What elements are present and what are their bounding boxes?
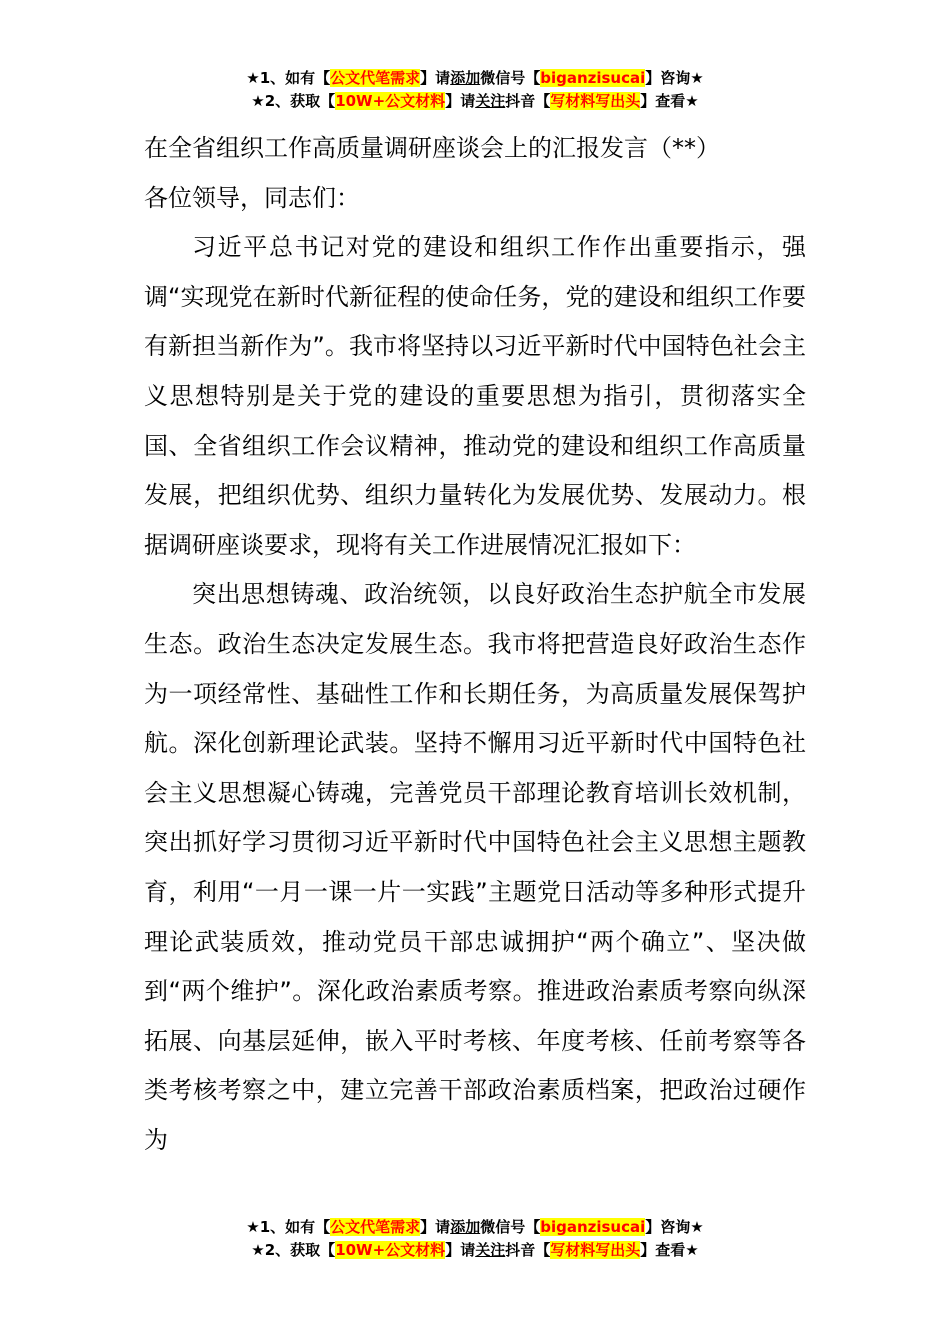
promo-line-1	[0, 67, 950, 90]
promo-banner-bottom	[0, 1216, 950, 1262]
promo-line-2-mid2: 抖音【	[505, 1241, 551, 1259]
document-paragraph-intro: 习近平总书记对党的建设和组织工作作出重要指示，强调“实现党在新时代新征程的使命任务，党的建设和组织工作要有新担当新作为”。我市将坚持以习近平新时代中国特色社会主义思想特别是关于党的建设的重要思想为指引，贯彻落实全国、全省组织工作会议精神，推动党的建设和组织工作高质量发展，把组织优势、组织力量转化为发展优势、发展动力。根据调研座谈要求，现将有关工作进展情况汇报如下：	[144, 233, 806, 559]
promo-line-2-footer	[0, 1239, 950, 1262]
promo-line-2-prefix: ★2、获取【	[251, 92, 336, 110]
promo-line-1-highlight-service: 公文代笔需求	[330, 69, 421, 87]
promo-line-1-prefix: ★1、如有【	[246, 69, 331, 87]
promo-line-1-mid: 】请	[420, 1218, 451, 1236]
promo-line-1-mid2: 微信号【	[480, 69, 541, 87]
promo-line-2-mid2: 抖音【	[505, 92, 551, 110]
promo-banner-top	[0, 67, 950, 113]
promo-line-2-prefix: ★2、获取【	[251, 1241, 336, 1259]
promo-line-1-footer	[0, 1216, 950, 1239]
promo-line-1-highlight-wechat: biganzisucai	[540, 69, 646, 87]
promo-line-2-underlined: 关注	[475, 92, 506, 110]
promo-line-1-underlined: 添加	[450, 69, 481, 87]
document-body	[144, 124, 806, 1165]
promo-line-2-mid: 】请	[445, 1241, 476, 1259]
document-paragraph-political-ecology: 突出思想铸魂、政治统领，以良好政治生态护航全市发展生态。政治生态决定发展生态。我市将把营造良好政治生态作为一项经常性、基础性工作和长期任务，为高质量发展保驾护航。深化创新理论武装。坚持不懈用习近平新时代中国特色社会主义思想凝心铸魂，完善党员干部理论教育培训长效机制，突出抓好学习贯彻习近平新时代中国特色社会主义思想主题教育，利用“一月一课一片一实践”主题党日活动等多种形式提升理论武装质效，推动党员干部忠诚拥护“两个确立”、坚决做到“两个维护”。深化政治素质考察。推进政治素质考察向纵深拓展、向基层延伸，嵌入平时考核、年度考核、任前考察等各类考核考察之中，建立完善干部政治素质档案，把政治过硬作为	[144, 580, 806, 1154]
promo-line-2-mid: 】请	[445, 92, 476, 110]
promo-line-1-highlight-wechat: biganzisucai	[540, 1218, 646, 1236]
promo-line-1-underlined: 添加	[450, 1218, 481, 1236]
promo-line-1-mid2: 微信号【	[480, 1218, 541, 1236]
promo-line-1-suffix: 】咨询★	[645, 69, 704, 87]
promo-line-2-highlight-materials: 10W+公文材料	[335, 92, 446, 110]
promo-line-2	[0, 90, 950, 113]
promo-line-2-highlight-materials: 10W+公文材料	[335, 1241, 446, 1259]
promo-line-2-suffix: 】查看★	[640, 92, 699, 110]
promo-line-1-highlight-service: 公文代笔需求	[330, 1218, 421, 1236]
promo-line-2-highlight-douyin: 写材料写出头	[550, 92, 641, 110]
promo-line-2-suffix: 】查看★	[640, 1241, 699, 1259]
promo-line-1-prefix: ★1、如有【	[246, 1218, 331, 1236]
promo-line-2-underlined: 关注	[475, 1241, 506, 1259]
promo-line-2-highlight-douyin: 写材料写出头	[550, 1241, 641, 1259]
promo-line-1-mid: 】请	[420, 69, 451, 87]
document-title: 在全省组织工作高质量调研座谈会上的汇报发言（**）	[144, 134, 720, 162]
document-salutation: 各位领导，同志们：	[144, 183, 360, 212]
promo-line-1-suffix: 】咨询★	[645, 1218, 704, 1236]
